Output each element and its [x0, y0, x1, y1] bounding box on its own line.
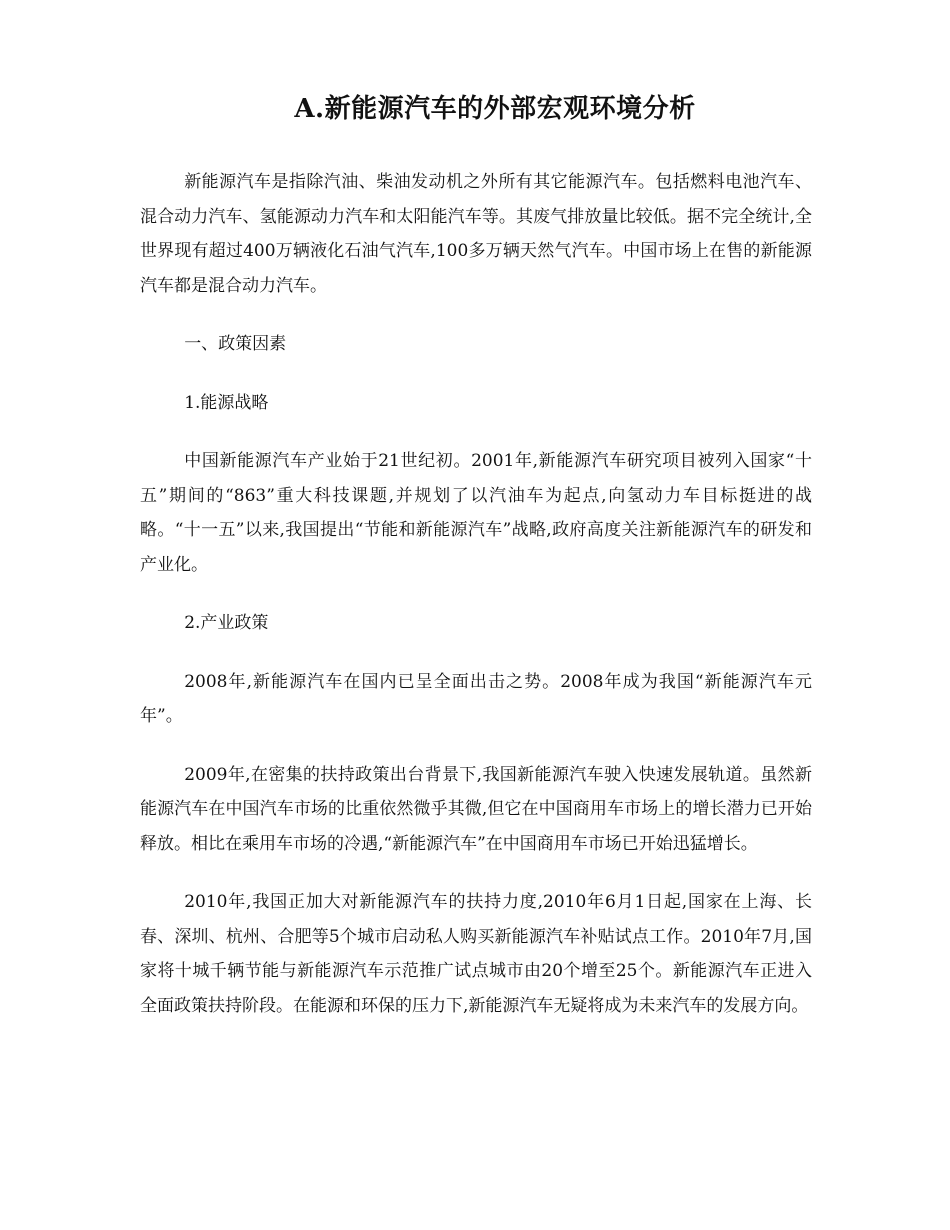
paragraph-2008: 2008年,新能源汽车在国内已呈全面出击之势。2008年成为我国“新能源汽车元年”。 — [140, 671, 812, 726]
document-body — [140, 165, 812, 1023]
section-heading-policy: 一、政策因素 — [184, 334, 287, 354]
paragraph-2009: 2009年,在密集的扶持政策出台背景下,我国新能源汽车驶入快速发展轨道。虽然新能源汽车在中国汽车市场的比重依然微乎其微,但它在中国商用车市场上的增长潜力已开始释放。相比在乘用车市场的冷遇,“新能源汽车”在中国商用车市场已开始迅猛增长。 — [140, 764, 812, 854]
subheading-energy-strategy: 1.能源战略 — [184, 392, 269, 413]
subheading-industry-policy: 2.产业政策 — [184, 613, 269, 633]
paragraph-energy-strategy: 中国新能源汽车产业始于21世纪初。2001年,新能源汽车研究项目被列入国家“十五”期间的“863”重大科技课题,并规划了以汽油车为起点,向氢动力车目标挺进的战略。“十一五”以来,我国提出“节能和新能源汽车”战略,政府高度关注新能源汽车的研发和产业化。 — [140, 451, 812, 575]
document-title: A.新能源汽车的外部宏观环境分析 — [294, 94, 696, 124]
paragraph-intro: 新能源汽车是指除汽油、柴油发动机之外所有其它能源汽车。包括燃料电池汽车、混合动力汽车、氢能源动力汽车和太阳能汽车等。其废气排放量比较低。据不完全统计,全世界现有超过400万辆液化石油气汽车,100多万辆天然气汽车。中国市场上在售的新能源汽车都是混合动力汽车。 — [140, 172, 812, 296]
paragraph-2010: 2010年,我国正加大对新能源汽车的扶持力度,2010年6月1日起,国家在上海、长春、深圳、杭州、合肥等5个城市启动私人购买新能源汽车补贴试点工作。2010年7月,国家将十城千辆节能与新能源汽车示范推广试点城市由20个增至25个。新能源汽车正进入全面政策扶持阶段。在能源和环保的压力下,新能源汽车无疑将成为未来汽车的发展方向。 — [140, 892, 812, 1016]
